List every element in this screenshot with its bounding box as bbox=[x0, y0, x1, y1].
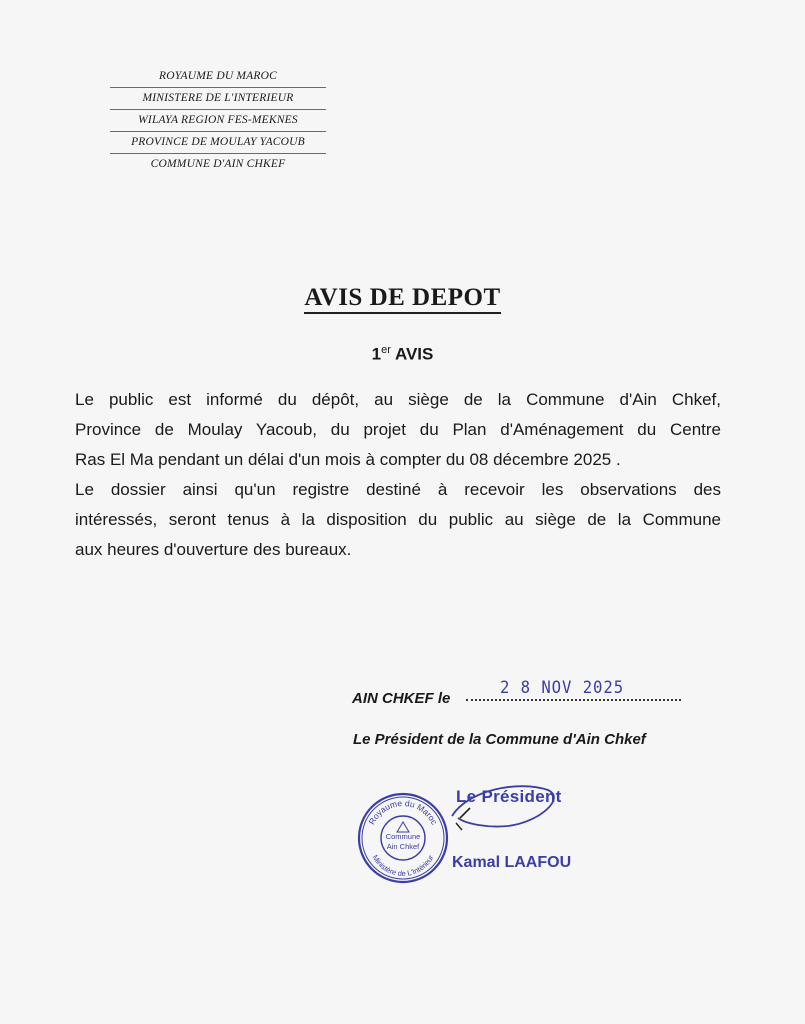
commune-seal-icon bbox=[357, 792, 449, 884]
body-line: Le dossier ainsi qu'un registre destiné à recevoir les observations des bbox=[75, 480, 721, 499]
date-dotted-line bbox=[466, 699, 681, 701]
notice-number: 1 bbox=[371, 344, 382, 364]
letterhead-line-kingdom: ROYAUME DU MAROC bbox=[110, 66, 326, 88]
body-line: Ras El Ma pendant un délai d'un mois à compter du 08 décembre 2025 . bbox=[75, 450, 621, 469]
body-line: intéressés, seront tenus à la disposition du public au siège de la Commune bbox=[75, 510, 721, 529]
seal-inner-line2: Ain Chkef bbox=[386, 842, 420, 851]
date-stamp: 2 8 NOV 2025 bbox=[500, 678, 625, 698]
body-line: Le public est informé du dépôt, au siège de la Commune d'Ain Chkef, bbox=[75, 390, 721, 409]
signature-area bbox=[448, 778, 608, 888]
notice-subtitle-label: AVIS bbox=[390, 344, 434, 364]
president-title-line: Le Président de la Commune d'Ain Chkef bbox=[353, 731, 646, 748]
seal-inner-line1: Commune bbox=[385, 832, 421, 841]
stamp-name: Kamal LAAFOU bbox=[452, 854, 572, 871]
date-line bbox=[352, 678, 692, 711]
place-label: AIN CHKEF le bbox=[352, 690, 451, 707]
notice-subtitle bbox=[0, 344, 805, 365]
notice-title: AVIS DE DEPOT bbox=[304, 284, 500, 314]
letterhead-line-province: PROVINCE DE MOULAY YACOUB bbox=[110, 132, 326, 154]
notice-body bbox=[75, 385, 721, 565]
notice-number-suffix: er bbox=[381, 344, 391, 356]
letterhead-line-commune: COMMUNE D'AIN CHKEF bbox=[150, 158, 286, 170]
letterhead-line-wilaya: WILAYA REGION FES-MEKNES bbox=[110, 110, 326, 132]
letterhead-line-ministry: MINISTERE DE L'INTERIEUR bbox=[110, 88, 326, 110]
body-line: aux heures d'ouverture des bureaux. bbox=[75, 540, 352, 559]
seal-top-text: Royaume du Maroc bbox=[366, 797, 440, 827]
body-line: Province de Moulay Yacoub, du projet du Plan d'Aménagement du Centre bbox=[75, 420, 721, 439]
notice-title-wrap bbox=[0, 284, 805, 312]
stamp-title: Le Président bbox=[456, 787, 562, 806]
seal-bottom-text: Ministère de L'Intérieur bbox=[370, 853, 436, 879]
letterhead bbox=[110, 66, 326, 175]
